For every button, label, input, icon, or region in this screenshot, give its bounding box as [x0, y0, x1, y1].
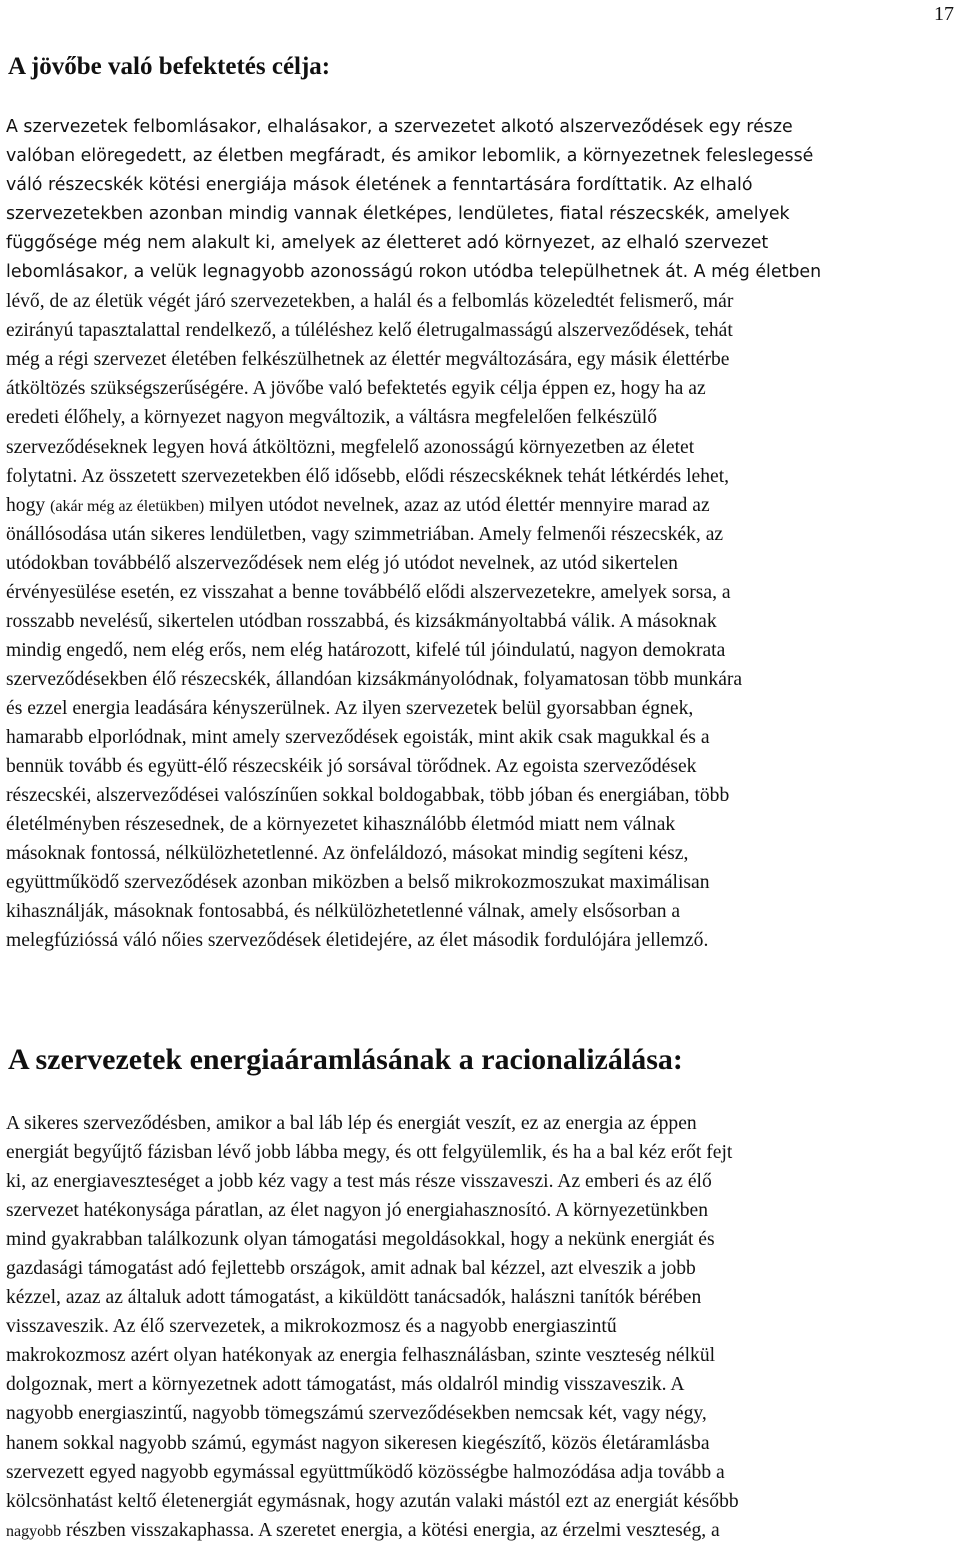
- text-line: energiát begyűjtő fázisban lévő jobb lábba megy, és ott felgyülemlik, és ha a bal kéz erőt fejt: [6, 1142, 733, 1164]
- text-line: dolgoznak, mert a környezetnek adott támogatást, más oldalról mindig visszaveszik. A: [6, 1374, 685, 1396]
- text-line: lebomlásakor, a velük legnagyobb azonosságú rokon utódba települhetnek át. A még életben: [6, 262, 822, 283]
- text-line: átköltözés szükségszerűségére. A jövőbe való befektetés egyik célja éppen ez, hogy ha az: [6, 378, 706, 400]
- text-line: eredeti élőhely, a környezet nagyon megváltozik, a váltásra megfelelően felkészülő: [6, 407, 658, 429]
- paragraph-energy-flow: [6, 1109, 956, 1545]
- text-line: kihasználják, másoknak fontosabbá, és nélkülözhetetlenné válnak, amely elsősorban a: [6, 901, 681, 923]
- text-line: utódokban továbbélő alszerveződések nem elég jó utódot nevelnek, az utód sikertelen: [6, 552, 678, 574]
- text-line: és ezzel energia leadására kényszerülnek. Az ilyen szervezetek belül gyorsabban égnek,: [6, 697, 694, 719]
- text-fragment: hogy: [6, 494, 51, 516]
- text-line: lévő, de az életük végét járó szervezetekben, a halál és a felbomlás közeledtét felismerő, már: [6, 291, 734, 313]
- text-line: ezirányú tapasztalattal rendelkező, a túléléshez kelő életrugalmasságú alszerveződések, tehát: [6, 320, 733, 342]
- text-line: szervezett egyed nagyobb egymással együttműködő közösségbe halmozódása adja tovább a: [6, 1461, 725, 1483]
- text-line: [6, 1516, 956, 1545]
- text-fragment: milyen utódot nevelnek, azaz az utód élettér mennyire marad az: [204, 494, 710, 516]
- text-line: életélményben részesednek, de a környezetet kihasználóbb életmód miatt nem válnak: [6, 814, 676, 836]
- page-number: 17: [934, 3, 954, 25]
- text-line: nagyobb energiaszintű, nagyobb tömegszámú szerveződésekben nemcsak két, vagy négy,: [6, 1403, 707, 1425]
- text-line: valóban elöregedett, az életben megfáradt, és amikor lebomlik, a környezetnek feleslegessé: [6, 146, 814, 167]
- text-line: makrokozmosz azért olyan hatékonyak az energia felhasználásban, szinte veszteség nélkül: [6, 1345, 716, 1367]
- text-line: melegfúzióssá váló nőies szerveződések életidejére, az élet második fordulójára jellemző.: [6, 930, 709, 952]
- text-line: szerveződésekben élő részecskék, állandóan kizsákmányolódnak, folyamatosan több munkára: [6, 668, 743, 690]
- text-line: szervezet hatékonysága páratlan, az élet nagyon jó energiahasznosító. A környezetünkben: [6, 1200, 709, 1222]
- small-text-fragment: nagyobb: [6, 1522, 62, 1540]
- text-line: [6, 491, 956, 520]
- text-line: hamarabb elporlódnak, mint amely szerveződések egoisták, mint akik csak magukkal és a: [6, 726, 710, 748]
- text-line: A szervezetek felbomlásakor, elhalásakor, a szervezetet alkotó alszerveződések egy része: [6, 117, 793, 137]
- text-line: szerveződéseknek legyen hová átköltözni, megfelelő azonosságú környezetben az életet: [6, 436, 695, 458]
- text-fragment: részben visszakaphassa. A szeretet energia, a kötési energia, az érzelmi veszteség, a: [61, 1519, 720, 1541]
- text-line: kézzel, azaz az általuk adott támogatást, a kiküldött tanácsadók, halászni tanítók bérében: [6, 1287, 702, 1309]
- text-line: gazdasági támogatást adó fejlettebb országok, amit adnak bal kézzel, azt elveszik a jobb: [6, 1258, 696, 1280]
- text-line: A sikeres szerveződésben, amikor a bal láb lép és energiát veszít, ez az energia az éppen: [6, 1113, 697, 1134]
- text-line: folytatni. Az összetett szervezetekben élő idősebb, elődi részecskéknek tehát létkérdés lehet,: [6, 465, 730, 487]
- small-text-fragment: (akár még az életükben): [50, 497, 205, 515]
- text-line: függősége még nem alakult ki, amelyek az életteret adó környezet, az elhaló szervezet: [6, 233, 769, 254]
- text-line: együttműködő szerveződések azonban miközben a belső mikrokozmoszukat maximálisan: [6, 872, 710, 894]
- text-line: visszaveszik. Az élő szervezetek, a mikrokozmosz és a nagyobb energiaszintű: [6, 1316, 617, 1338]
- paragraph-investment: [6, 113, 956, 955]
- text-line: bennük tovább és együtt-élő részecskéik jó sorsával törődnek. Az egoista szerveződések: [6, 756, 697, 778]
- text-line: másoknak fontossá, nélkülözhetetlenné. Az önfeláldozó, másokat mindig segíteni kész,: [6, 843, 689, 865]
- text-line: önállósodása után sikeres lendületben, vagy szimmetriában. Amely felmenői részecskék, az: [6, 523, 724, 545]
- text-line: érvényesülése esetén, ez visszahat a benne továbbélő elődi alszervezetekre, amelyek sorsa, a: [6, 581, 731, 603]
- text-line: hanem sokkal nagyobb számú, egymást nagyon sikeresen kiegészítő, közös életáramlásba: [6, 1432, 710, 1454]
- text-line: mind gyakrabban találkozunk olyan támogatási megoldásokkal, hogy a nekünk energiát és: [6, 1229, 715, 1251]
- text-line: kölcsönhatást keltő életenergiát egymásnak, hogy azután valaki mástól ezt az energiát később: [6, 1490, 739, 1512]
- section-heading-investment: A jövőbe való befektetés célja:: [8, 53, 331, 80]
- text-line: rosszabb nevelésű, sikertelen utódban rosszabbá, és kizsákmányoltabbá válik. A másoknak: [6, 610, 717, 632]
- text-line: mindig engedő, nem elég erős, nem elég határozott, kifelé túl jóindulatú, nagyon demokrata: [6, 639, 726, 661]
- text-line: szervezetekben azonban mindig vannak életképes, lendületes, fiatal részecskék, amelyek: [6, 204, 790, 225]
- text-line: ki, az energiaveszteséget a jobb kéz vagy a test más része visszaveszi. Az emberi és az élő: [6, 1171, 712, 1193]
- text-line: részecskéi, alszerveződései valószínűen sokkal boldogabbak, több jóban és energiában, több: [6, 785, 730, 807]
- text-line: még a régi szervezet életében felkészülhetnek az élettér megváltozására, egy másik élettérbe: [6, 349, 730, 371]
- text-line: váló részecskék kötési energiája mások életének a fenntartására fordíttatik. Az elhaló: [6, 175, 753, 196]
- section-heading-energy-flow: A szervezetek energiaáramlásának a racionalizálása:: [8, 1043, 683, 1076]
